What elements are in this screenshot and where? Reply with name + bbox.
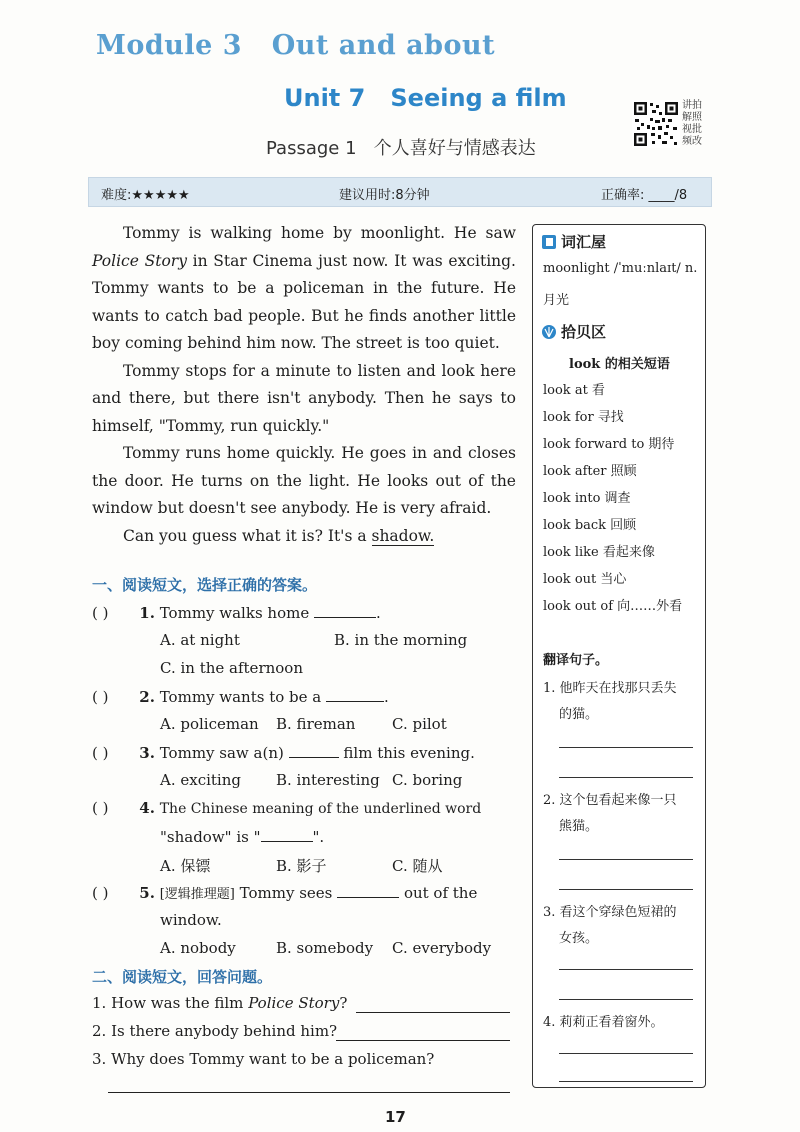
question-end: ".: [312, 828, 325, 846]
translate-item-2-cont: 熊猫。: [559, 819, 599, 834]
page-number: 17: [385, 1108, 406, 1126]
answer-blank[interactable]: [261, 827, 313, 842]
vocab-heading: [541, 231, 606, 252]
short-question-3: 3. Why does Tommy want to be a policeman?: [92, 1050, 435, 1068]
question-number: 1.: [139, 604, 155, 622]
qr-code-icon[interactable]: [632, 100, 680, 148]
question-text: Tommy walks home: [159, 604, 310, 622]
sidebar-panel: [532, 224, 706, 1088]
short-question-1: [92, 994, 347, 1012]
vocab-meaning: 月光: [543, 293, 570, 308]
option-b[interactable]: B. somebody: [276, 939, 374, 957]
translate-title: 翻译句子。: [543, 653, 609, 668]
option-c[interactable]: C. boring: [392, 771, 463, 789]
option-c[interactable]: C. everybody: [392, 939, 492, 957]
question-1: [92, 603, 381, 622]
question-4-line-2: [160, 827, 324, 846]
question-2: [92, 687, 389, 706]
option-a[interactable]: A. policeman: [160, 715, 259, 733]
option-a[interactable]: A. at night: [160, 631, 240, 649]
option-b[interactable]: B. 影子: [276, 857, 327, 875]
question-text: 1. How was the film: [92, 994, 249, 1012]
answer-line[interactable]: [559, 999, 693, 1000]
answer-line-2[interactable]: [336, 1040, 510, 1041]
question-end: .: [376, 604, 381, 622]
qr-label: 讲拍解照视批频改: [682, 100, 702, 147]
translate-item-1-cont: 的猫。: [559, 707, 599, 722]
answer-line[interactable]: [559, 1053, 693, 1054]
option-b[interactable]: B. interesting: [276, 771, 380, 789]
answer-blank[interactable]: [289, 743, 339, 758]
phrase-item: look like 看起来像: [543, 545, 655, 560]
translate-item-3: 3. 看这个穿绿色短裙的: [543, 905, 677, 920]
vocab-entry: moonlight /ˈmuːnlaɪt/ n.: [543, 261, 698, 276]
unit-title: Unit 7 Seeing a film: [284, 84, 567, 112]
question-5: [92, 883, 477, 902]
phrase-item: look at 看: [543, 383, 605, 398]
shell-icon: [541, 324, 557, 340]
paragraph-4: [92, 523, 516, 551]
phrase-item: look out 当心: [543, 572, 627, 587]
answer-line[interactable]: [559, 969, 693, 970]
collect-heading: [541, 321, 606, 342]
phrase-item: look forward to 期待: [543, 437, 675, 452]
question-end: out of the: [403, 884, 478, 902]
phrase-item: look after 照顾: [543, 464, 637, 479]
answer-line[interactable]: [559, 889, 693, 890]
option-a[interactable]: A. 保镖: [160, 857, 211, 875]
answer-bracket[interactable]: ( ): [92, 688, 109, 706]
question-text: The Chinese meaning of the underlined word: [159, 801, 482, 817]
translate-item-3-cont: 女孩。: [559, 931, 599, 946]
phrase-title: look 的相关短语: [569, 357, 670, 372]
option-b[interactable]: B. fireman: [276, 715, 356, 733]
answer-blank[interactable]: [326, 687, 384, 702]
question-end: film this evening.: [343, 744, 475, 762]
passage-title: Passage 1 个人喜好与情感表达: [266, 138, 536, 159]
question-number: 2.: [139, 688, 155, 706]
p4-text-a: Can you guess what it is? It's a: [123, 526, 372, 545]
p1-text-a: Tommy is walking home by moonlight. He saw: [123, 224, 516, 242]
section-1-title: 一、阅读短文，选择正确的答案。: [92, 576, 318, 594]
question-3: [92, 743, 475, 762]
question-end: .: [384, 688, 389, 706]
section-2-title: 二、阅读短文，回答问题。: [92, 968, 273, 986]
answer-blank[interactable]: [337, 883, 399, 898]
film-title: Police Story: [248, 994, 340, 1012]
accuracy-field: 正确率: ____/8: [601, 188, 688, 203]
question-number: 5.: [139, 884, 155, 902]
phrase-item: look into 调查: [543, 491, 631, 506]
question-text: "shadow" is ": [160, 828, 261, 846]
suggested-time: 建议用时:8分钟: [339, 188, 430, 203]
answer-blank[interactable]: [314, 603, 376, 618]
translate-item-4: 4. 莉莉正看着窗外。: [543, 1015, 664, 1030]
difficulty-rating: 难度:★★★★★: [101, 188, 190, 203]
question-text: Tommy saw a(n): [159, 744, 284, 762]
question-tag: [逻辑推理题]: [159, 887, 235, 902]
translate-item-2: 2. 这个包看起来像一只: [543, 793, 677, 808]
book-icon: [541, 234, 557, 250]
answer-line-1[interactable]: [356, 1012, 510, 1013]
answer-bracket[interactable]: ( ): [92, 884, 109, 902]
short-question-2: 2. Is there anybody behind him?: [92, 1022, 338, 1040]
answer-bracket[interactable]: ( ): [92, 744, 109, 762]
film-title: Police Story: [92, 251, 187, 270]
underlined-word: shadow.: [371, 526, 435, 545]
option-a[interactable]: A. nobody: [160, 939, 236, 957]
answer-line[interactable]: [559, 1081, 693, 1082]
module-title: Module 3 Out and about: [96, 30, 496, 61]
question-text: Tommy wants to be a: [159, 688, 322, 706]
collect-title: 拾贝区: [561, 323, 607, 341]
option-a[interactable]: A. exciting: [160, 771, 241, 789]
question-end: ?: [339, 994, 348, 1012]
phrase-item: look for 寻找: [543, 410, 624, 425]
vocab-title: 词汇屋: [561, 233, 607, 251]
question-4: [92, 799, 481, 817]
question-number: 3.: [139, 744, 155, 762]
translate-item-1: 1. 他昨天在找那只丢失: [543, 681, 677, 696]
option-c[interactable]: C. pilot: [392, 715, 447, 733]
answer-bracket[interactable]: ( ): [92, 604, 109, 622]
answer-bracket[interactable]: ( ): [92, 799, 109, 817]
info-bar: [88, 177, 712, 207]
answer-line[interactable]: [559, 747, 693, 748]
question-text: Tommy sees: [239, 884, 333, 902]
paragraph-2: Tommy stops for a minute to listen and look here and there, but there isn't anybody. Then he says to himself, "Tommy, run quickly.": [92, 361, 516, 435]
question-5-line-2: window.: [160, 911, 222, 929]
phrase-item: look out of 向……外看: [543, 599, 683, 614]
option-b[interactable]: B. in the morning: [334, 631, 468, 649]
p1-text-b: in Star Cinema just now. It was exciting. Tommy wants to be a policeman in the future. He wants to catch bad people. But he finds another little boy coming behind him now. The street is too quiet.: [92, 251, 516, 352]
paragraph-1: [92, 220, 516, 358]
question-number: 4.: [139, 799, 155, 817]
answer-line[interactable]: [559, 859, 693, 860]
option-c[interactable]: C. in the afternoon: [160, 659, 303, 677]
option-c[interactable]: C. 随从: [392, 857, 443, 875]
answer-line[interactable]: [559, 777, 693, 778]
answer-line-3[interactable]: [108, 1092, 510, 1093]
reading-passage: [92, 220, 516, 550]
phrase-item: look back 回顾: [543, 518, 637, 533]
paragraph-3: Tommy runs home quickly. He goes in and closes the door. He turns on the light. He looks out of the window but doesn't see anybody. He is very afraid.: [92, 444, 516, 517]
